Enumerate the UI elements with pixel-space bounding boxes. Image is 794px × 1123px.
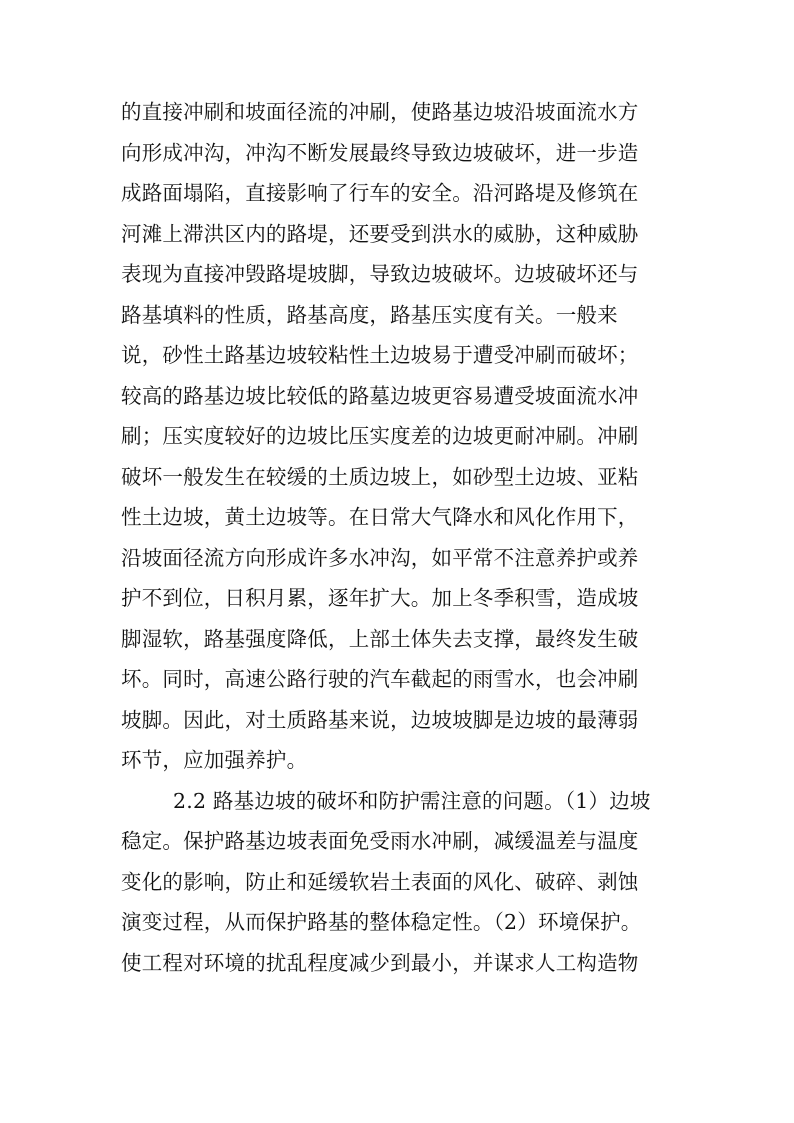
text-line: 成路面塌陷，直接影响了行车的安全。沿河路堤及修筑在 bbox=[121, 181, 639, 205]
text-line: 环节，应加强养护。 bbox=[121, 748, 308, 772]
text-line: 河滩上滞洪区内的路堤，还要受到洪水的威胁，这种威胁 bbox=[121, 221, 639, 246]
text-line: 变化的影响，防止和延缓软岩土表面的风化、破碎、剥蚀 bbox=[121, 869, 639, 894]
text-line: 刷；压实度较好的边坡比压实度差的边坡更耐冲刷。冲刷 bbox=[121, 424, 639, 448]
text-line: 使工程对环境的扰乱程度减少到最小，并谋求人工构造物 bbox=[121, 950, 639, 975]
text-line: 性土边坡，黄土边坡等。在日常大气降水和风化作用下， bbox=[121, 505, 639, 529]
text-line: 护不到位，日积月累，逐年扩大。加上冬季积雪，造成坡 bbox=[121, 586, 639, 610]
text-line: 说，砂性土路基边坡较粘性土边坡易于遭受冲刷而破坏； bbox=[121, 343, 639, 367]
text-line: 稳定。保护路基边坡表面免受雨水冲刷，减缓温差与温度 bbox=[121, 829, 639, 853]
text-line: 的直接冲刷和坡面径流的冲刷，使路基边坡沿坡面流水方 bbox=[121, 100, 639, 124]
text-line: 坏。同时，高速公路行驶的汽车截起的雨雪水，也会冲刷 bbox=[121, 667, 639, 691]
text-line: 演变过程，从而保护路基的整体稳定性。（2）环境保护。 bbox=[121, 910, 642, 934]
text-line: 路基填料的性质，路基高度，路基压实度有关。一般来 bbox=[121, 302, 618, 327]
section-heading-line: 2.2 路基边坡的破坏和防护需注意的问题。（1）边坡 bbox=[173, 788, 651, 813]
text-line: 较高的路基边坡比较低的路墓边坡更容易遭受坡面流水冲 bbox=[121, 383, 639, 408]
text-line: 表现为直接冲毁路堤坡脚，导致边坡破坏。边坡破坏还与 bbox=[121, 262, 639, 286]
body-text bbox=[121, 92, 681, 983]
text-line: 坡脚。因此，对土质路基来说，边坡坡脚是边坡的最薄弱 bbox=[121, 707, 639, 732]
text-line: 向形成冲沟，冲沟不断发展最终导致边坡破坏，进一步造 bbox=[121, 140, 639, 165]
text-line: 沿坡面径流方向形成许多水冲沟，如平常不注意养护或养 bbox=[121, 545, 639, 570]
text-line: 脚湿软，路基强度降低，上部土体失去支撑，最终发生破 bbox=[121, 626, 639, 651]
text-line: 破坏一般发生在较缓的土质边坡上，如砂型土边坡、亚粘 bbox=[121, 464, 639, 489]
